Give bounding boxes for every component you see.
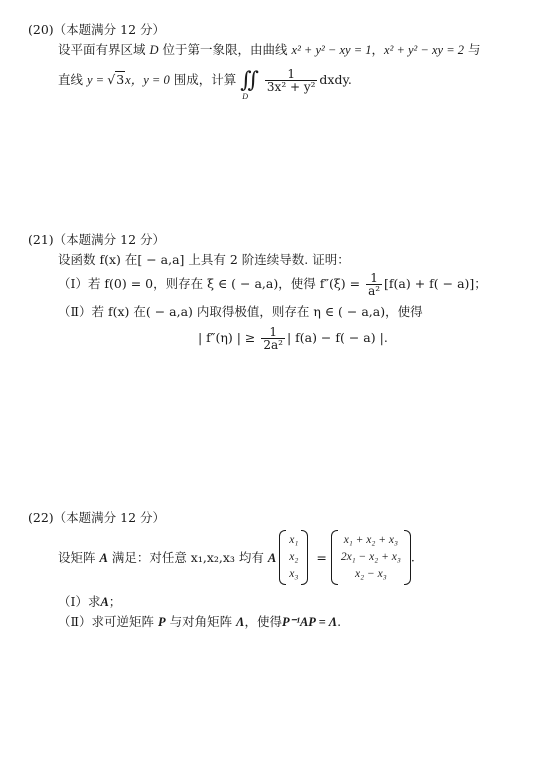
problem-22 xyxy=(28,510,528,629)
text: 围成，计算 xyxy=(173,72,237,87)
region-symbol: D xyxy=(149,43,159,57)
text: | f(a) − f( − a) |. xyxy=(286,330,388,345)
text: . xyxy=(337,614,342,629)
vector-entry: x₁ + x₂ + x₃ xyxy=(343,534,399,546)
text: 与对角矩阵 xyxy=(169,614,233,629)
text: （Ⅰ）求 xyxy=(58,594,101,609)
matrix-symbol: A xyxy=(267,550,277,565)
vector-entry: 2x₁ − x₂ + x₃ xyxy=(340,551,401,563)
problem-22-line-2 xyxy=(58,594,121,610)
text: 与 xyxy=(468,42,481,57)
problem-20-title: (20)（本题满分 12 分） xyxy=(28,22,166,37)
problem-22-line-3 xyxy=(58,614,341,630)
problem-21-line-1: 设函数 f(x) 在[ − a,a] 上具有 2 阶连续导数. 证明： xyxy=(58,252,350,267)
problem-21-line-3: （Ⅱ）若 f(x) 在( − a,a) 内取得极值，则存在 η ∈ ( − a,a)，使得 xyxy=(58,304,423,319)
line-eq-2: y = 0 xyxy=(143,73,170,87)
column-vector-x xyxy=(279,530,308,585)
text: | f″(η) | ≥ xyxy=(198,330,260,345)
text: 直线 xyxy=(58,72,84,87)
diagonalization-expression: P⁻¹AP = Λ xyxy=(281,615,338,629)
vector-entry: x₁ xyxy=(289,534,299,546)
vector-entry: x₂ − x₃ xyxy=(354,568,387,580)
text: ； xyxy=(108,594,122,609)
text: 设平面有界区域 xyxy=(58,42,146,57)
problem-22-line-1 xyxy=(58,530,415,585)
matrix-symbol: P xyxy=(157,615,166,629)
matrix-symbol: Λ xyxy=(236,615,245,629)
text: 位于第一象限，由曲线 xyxy=(162,42,288,57)
vector-entry: x₃ xyxy=(289,568,299,580)
problem-21-line-2 xyxy=(58,272,487,297)
line-eq: x， xyxy=(125,73,144,87)
text: ，使得 xyxy=(244,614,282,629)
double-integral-sign: ∬ D xyxy=(240,67,259,101)
text: . xyxy=(410,549,415,565)
problem-20-line-1 xyxy=(58,42,481,58)
text: 设矩阵 xyxy=(58,549,96,565)
fraction: $\frac{1}{\text{2a²}}$ xyxy=(263,325,283,352)
matrix-symbol: A xyxy=(100,595,109,609)
integral-domain: D xyxy=(242,91,248,101)
line-eq: y = xyxy=(87,73,108,87)
problem-21-inequality xyxy=(198,326,388,351)
problem-20 xyxy=(28,22,528,101)
text: 满足：对任意 x₁,x₂,x₃ 均有 xyxy=(111,549,264,565)
curve-2: x² + y² − xy = 2 xyxy=(384,43,465,57)
text: （Ⅰ）若 f(0) = 0，则存在 ξ ∈ ( − a,a)，使得 f″(ξ) = xyxy=(58,276,365,291)
sqrt: √3 xyxy=(107,72,125,87)
text: （Ⅱ）求可逆矩阵 xyxy=(58,614,154,629)
problem-21-title: (21)（本题满分 12 分） xyxy=(28,232,166,247)
integrand-fraction: $\frac{1}{\text{3x² + y²}}$ xyxy=(266,67,316,94)
curve-1: x² + y² − xy = 1 xyxy=(291,43,372,57)
equals: = xyxy=(316,549,327,565)
problem-22-title: (22)（本题满分 12 分） xyxy=(28,510,166,525)
problem-21 xyxy=(28,232,528,352)
text: ， xyxy=(371,42,385,57)
column-vector-result xyxy=(331,530,411,585)
text: [f(a) + f( − a)]； xyxy=(384,276,487,291)
text: dxdy. xyxy=(319,72,352,87)
matrix-symbol: A xyxy=(99,550,108,565)
fraction: $\frac{1}{\text{a²}}$ xyxy=(368,271,381,298)
vector-entry: x₂ xyxy=(289,551,299,563)
problem-20-line-2 xyxy=(58,67,352,101)
